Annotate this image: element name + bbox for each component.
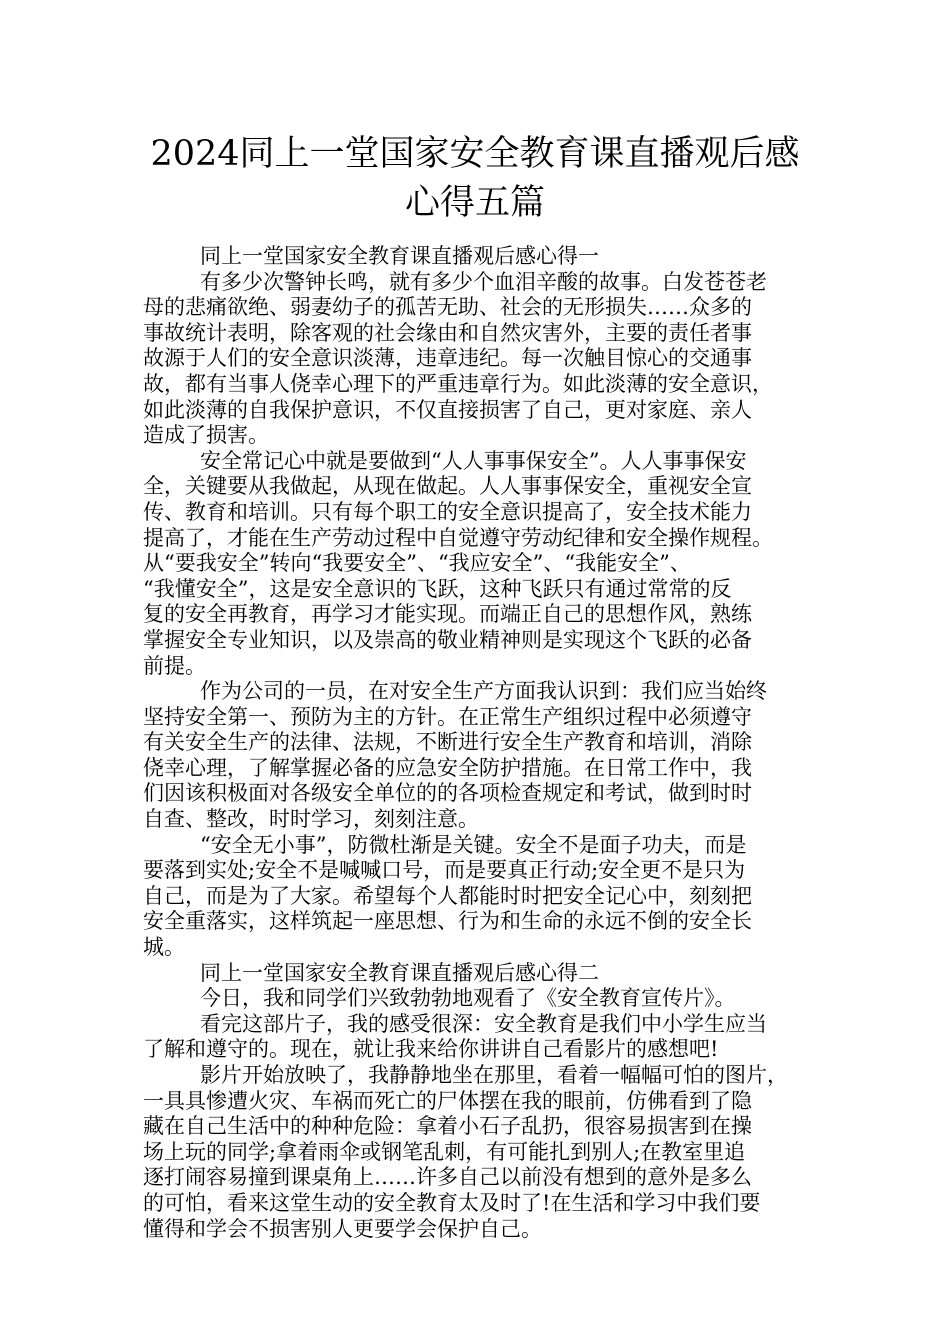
paragraph-first-line: 今日，我和同学们兴致勃勃地观看了《安全教育宣传片》。 [200, 986, 736, 1011]
paragraph-line: 自查、整改，时时学习，刻刻注意。 [143, 807, 479, 832]
paragraph-first-line: 有多少次警钟长鸣，就有多少个血泪辛酸的故事。白发苍苍老 [200, 269, 767, 294]
document-title-line-2: 心得五篇 [404, 183, 545, 223]
paragraph-line: 了解和遵守的。现在，就让我来给你讲讲自己看影片的感想吧! [143, 1037, 719, 1062]
paragraph-line: 故，都有当事人侥幸心理下的严重违章行为。如此淡薄的安全意识， [143, 371, 773, 396]
paragraph-line: 逐打闹容易撞到课桌角上……许多自己以前没有想到的意外是多么 [143, 1165, 752, 1190]
paragraph-line: 自己，而是为了大家。希望每个人都能时时把安全记心中，刻刻把 [143, 883, 752, 908]
paragraph-line: 场上玩的同学;拿着雨伞或钢笔乱刺，有可能扎到别人;在教室里追 [143, 1139, 746, 1164]
paragraph-line: 母的悲痛欲绝、弱妻幼子的孤苦无助、社会的无形损失……众多的 [143, 295, 752, 320]
paragraph-first-line: 看完这部片子，我的感受很深：安全教育是我们中小学生应当 [200, 1011, 767, 1036]
paragraph-line: “我懂安全”，这是安全意识的飞跃，这种飞跃只有通过常常的反 [143, 576, 732, 601]
paragraph-line: 传、教育和培训。只有每个职工的安全意识提高了，安全技术能力 [143, 499, 752, 524]
paragraph-line: 故源于人们的安全意识淡薄，违章违纪。每一次触目惊心的交通事 [143, 346, 752, 371]
document-title-line-1: 2024同上一堂国家安全教育课直播观后感 [150, 134, 800, 174]
paragraph-line: 提高了，才能在生产劳动过程中自觉遵守劳动纪律和安全操作规程。 [143, 525, 773, 550]
paragraph-line: 安全重落实，这样筑起一座思想、行为和生命的永远不倒的安全长 [143, 909, 752, 934]
paragraph-line: 藏在自己生活中的种种危险：拿着小石子乱扔，很容易损害到在操 [143, 1114, 752, 1139]
paragraph-line: 全，关键要从我做起，从现在做起。人人事事保安全，重视安全宣 [143, 474, 752, 499]
paragraph-line: 造成了损害。 [143, 423, 269, 448]
document-body [143, 244, 808, 1242]
paragraph-line: 从“要我安全”转向“我要安全”、“我应安全”、“我能安全”、 [143, 551, 691, 576]
paragraph-line: 复的安全再教育，再学习才能实现。而端正自己的思想作风，熟练 [143, 602, 752, 627]
paragraph-line: 要落到实处;安全不是喊喊口号，而是要真正行动;安全更不是只为 [143, 858, 746, 883]
paragraph-first-line: 同上一堂国家安全教育课直播观后感心得一 [200, 244, 599, 268]
paragraph-first-line: “安全无小事”，防微杜渐是关键。安全不是面子功夫，而是 [200, 832, 747, 857]
paragraph-line: 城。 [143, 935, 185, 960]
paragraph-line: 的可怕，看来这堂生动的安全教育太及时了!在生活和学习中我们要 [143, 1190, 761, 1215]
paragraph-line: 掌握安全专业知识，以及崇高的敬业精神则是实现这个飞跃的必备 [143, 627, 752, 652]
paragraph-line: 们因该积极面对各级安全单位的的各项检查规定和考试，做到时时 [143, 781, 752, 806]
paragraph-line: 一具具惨遭火灾、车祸而死亡的尸体摆在我的眼前，仿佛看到了隐 [143, 1088, 752, 1113]
paragraph-line: 懂得和学会不损害别人更要学会保护自己。 [143, 1216, 542, 1241]
paragraph-first-line: 影片开始放映了，我静静地坐在那里，看着一幅幅可怕的图片， [200, 1063, 788, 1087]
paragraph-first-line: 作为公司的一员，在对安全生产方面我认识到：我们应当始终 [200, 679, 767, 704]
paragraph-line: 事故统计表明，除客观的社会缘由和自然灾害外，主要的责任者事 [143, 320, 752, 345]
paragraph-line: 侥幸心理，了解掌握必备的应急安全防护措施。在日常工作中，我 [143, 755, 752, 780]
paragraph-line: 如此淡薄的自我保护意识，不仅直接损害了自己，更对家庭、亲人 [143, 397, 752, 422]
paragraph-line: 坚持安全第一、预防为主的方针。在正常生产组织过程中必须遵守 [143, 704, 752, 729]
paragraph-line: 有关安全生产的法律、法规，不断进行安全生产教育和培训，消除 [143, 730, 752, 755]
paragraph-first-line: 安全常记心中就是要做到“人人事事保安全”。人人事事保安 [200, 448, 747, 473]
paragraph-first-line: 同上一堂国家安全教育课直播观后感心得二 [200, 960, 599, 985]
paragraph-line: 前提。 [143, 653, 206, 678]
